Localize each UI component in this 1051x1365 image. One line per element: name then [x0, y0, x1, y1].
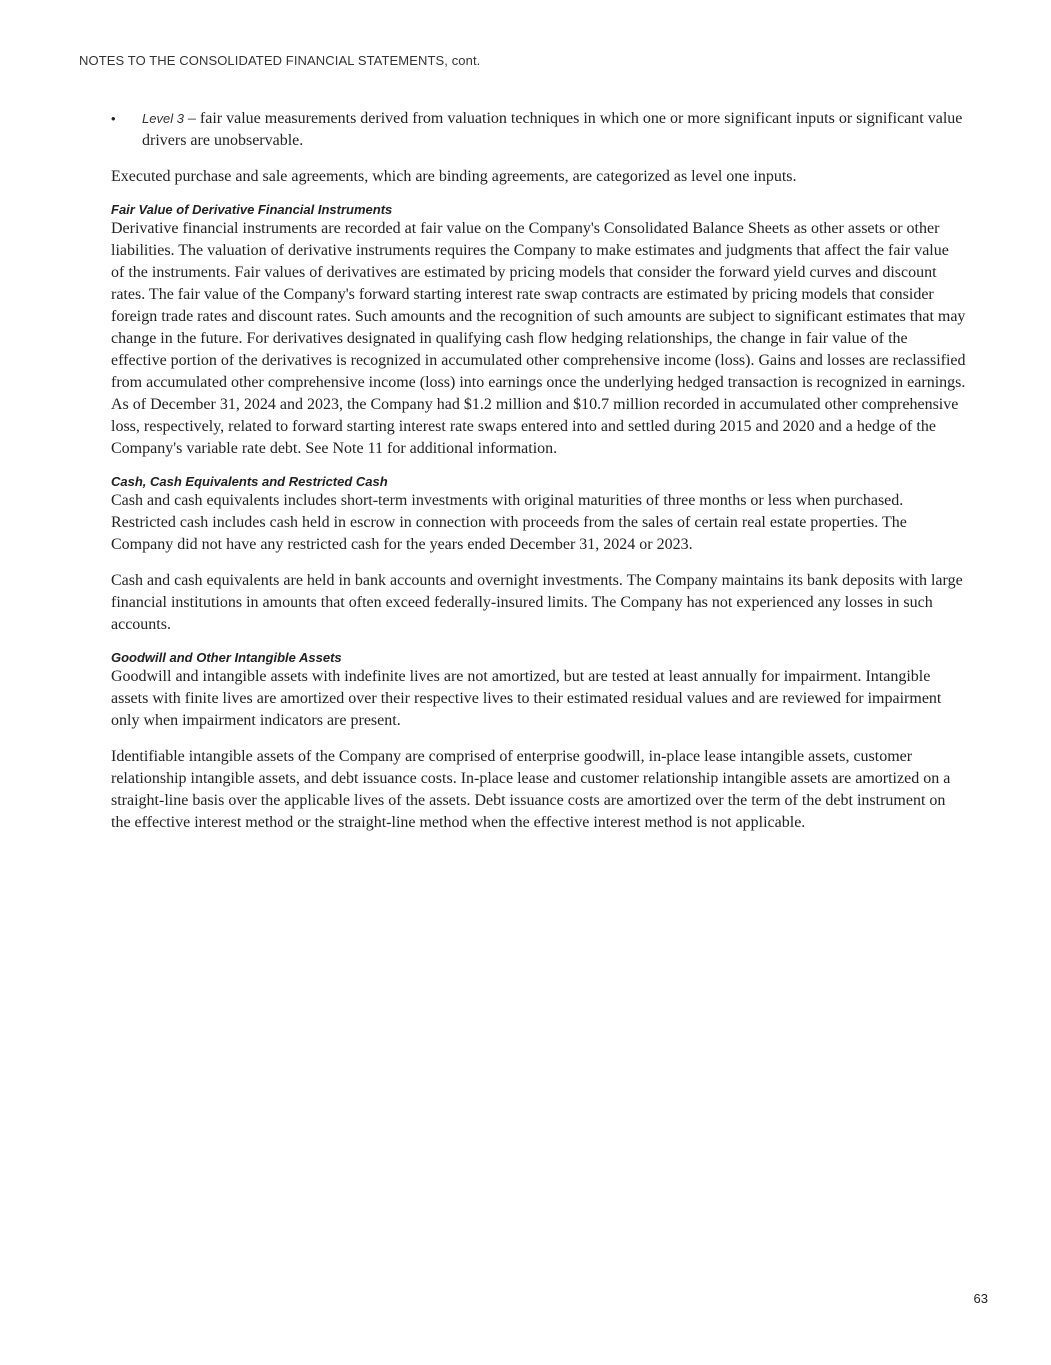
bullet-term: Level 3 — [142, 111, 184, 126]
section-fair-value-derivatives — [111, 202, 966, 460]
section-paragraph: Derivative financial instruments are recorded at fair value on the Company's Consolidated Balance Sheets as other assets or other liabilities. The valuation of derivative instruments requires the Company to make estimates and judgments that affect the fair value of the instruments. Fair values of derivatives are estimated by pricing models that consider the forward yield curves and discount rates. The fair value of the Company's forward starting interest rate swap contracts are estimated by pricing models that consider foreign trade rates and discount rates. Such amounts and the recognition of such amounts are subject to significant estimates that may change in the future. For derivatives designated in qualifying cash flow hedging relationships, the change in fair value of the effective portion of the derivatives is recognized in accumulated other comprehensive income (loss). Gains and losses are reclassified from accumulated other comprehensive income (loss) into earnings once the underlying hedged transaction is recognized in earnings. As of December 31, 2024 and 2023, the Company had $1.2 million and $10.7 million recorded in accumulated other comprehensive loss, respectively, related to forward starting interest rate swaps entered into and settled during 2015 and 2020 and a hedge of the Company's variable rate debt. See Note 11 for additional information. — [111, 220, 966, 457]
running-header: NOTES TO THE CONSOLIDATED FINANCIAL STATEMENTS, cont. — [79, 53, 481, 68]
section-goodwill-intangibles — [111, 650, 966, 834]
bullet-level-3 — [111, 108, 966, 152]
bullet-text: – fair value measurements derived from valuation techniques in which one or more significant inputs or significant value drivers are unobservable. — [142, 110, 963, 149]
document-body — [111, 108, 966, 848]
intro-paragraph: Executed purchase and sale agreements, which are binding agreements, are categorized as level one inputs. — [111, 168, 797, 185]
section-paragraph: Cash and cash equivalents are held in bank accounts and overnight investments. The Company maintains its bank deposits with large financial institutions in amounts that often exceed federally-insured limits. The Company has not experienced any losses in such accounts. — [111, 572, 963, 633]
bullet-dot-icon: • — [111, 111, 116, 126]
section-paragraph: Goodwill and intangible assets with indefinite lives are not amortized, but are tested at least annually for impairment. Intangible assets with finite lives are amortized over their respective lives to their estimated residual values and are reviewed for impairment only when impairment indicators are present. — [111, 668, 942, 729]
page-number: 63 — [973, 1291, 988, 1306]
section-heading: Goodwill and Other Intangible Assets — [111, 650, 342, 665]
section-heading: Cash, Cash Equivalents and Restricted Cash — [111, 474, 388, 489]
section-cash-equivalents — [111, 474, 966, 636]
section-paragraph: Cash and cash equivalents includes short-term investments with original maturities of three months or less when purchased. Restricted cash includes cash held in escrow in connection with proceeds from the sales of certain real estate properties. The Company did not have any restricted cash for the years ended December 31, 2024 or 2023. — [111, 492, 907, 553]
section-heading: Fair Value of Derivative Financial Instruments — [111, 202, 393, 217]
section-paragraph: Identifiable intangible assets of the Company are comprised of enterprise goodwill, in-place lease intangible assets, customer relationship intangible assets, and debt issuance costs. In-place lease and customer relationship intangible assets are amortized on a straight-line basis over the applicable lives of the assets. Debt issuance costs are amortized over the term of the debt instrument on the effective interest method or the straight-line method when the effective interest method is not applicable. — [111, 748, 951, 831]
